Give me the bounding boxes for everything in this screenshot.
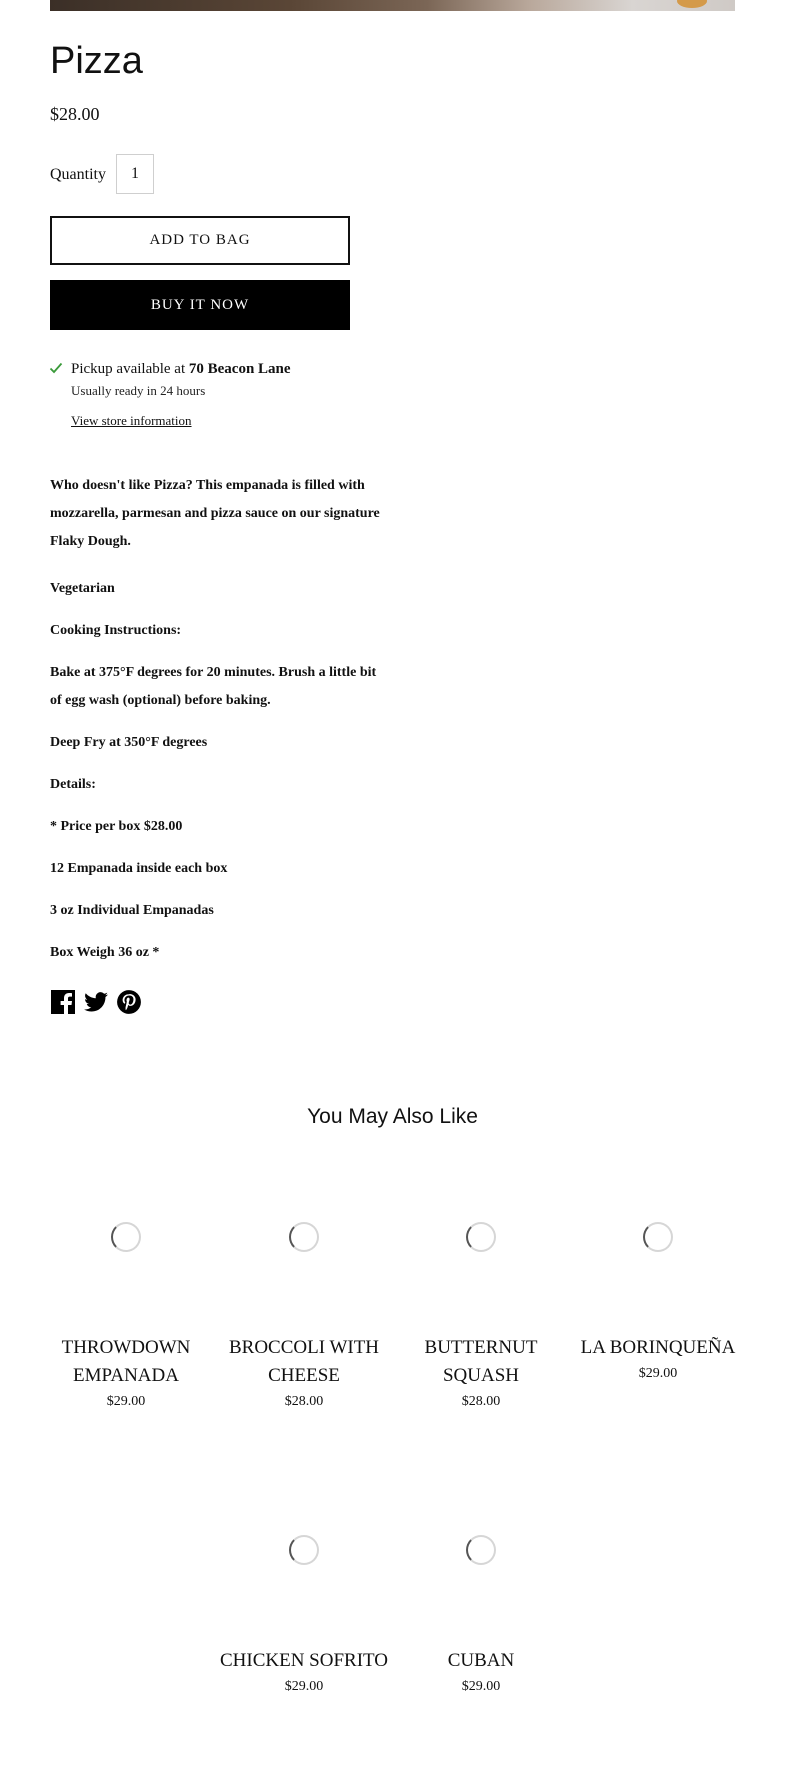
related-product-card[interactable] [41, 1222, 211, 1410]
twitter-icon[interactable] [83, 989, 109, 1015]
loading-spinner-icon [289, 1222, 319, 1252]
related-products-title: You May Also Like [307, 1105, 478, 1128]
quantity-label: Quantity [50, 166, 106, 183]
product-price: $28.00 [50, 104, 100, 124]
related-product-card[interactable] [219, 1535, 389, 1695]
loading-spinner-icon [289, 1535, 319, 1565]
pickup-location: 70 Beacon Lane [188, 361, 291, 377]
related-product-price: $28.00 [461, 1394, 501, 1409]
cooking-bake: Bake at 375°F degrees for 20 minutes. Brush a little bit of egg wash (optional) before baking. [50, 665, 377, 708]
details-price-per-box: * Price per box $28.00 [50, 819, 183, 834]
related-product-name[interactable]: CHICKEN SOFRITO [219, 1650, 389, 1671]
check-icon [49, 361, 63, 375]
related-product-name[interactable]: CUBAN [447, 1650, 515, 1671]
description-intro: Who doesn't like Pizza? This empanada is filled with mozzarella, parmesan and pizza sauce on our signature Flaky Dough. [50, 478, 380, 549]
buy-it-now-button[interactable]: BUY IT NOW [50, 280, 350, 330]
loading-spinner-icon [466, 1222, 496, 1252]
details-heading: Details: [50, 777, 96, 792]
loading-spinner-icon [111, 1222, 141, 1252]
details-per-box: 12 Empanada inside each box [50, 861, 228, 876]
cooking-instructions-heading: Cooking Instructions: [50, 623, 182, 638]
cooking-fry: Deep Fry at 350°F degrees [50, 735, 208, 750]
facebook-icon[interactable] [50, 989, 76, 1015]
view-store-information-link[interactable]: View store information [71, 413, 192, 428]
loading-spinner-icon [643, 1222, 673, 1252]
details-weight: Box Weigh 36 oz * [50, 945, 160, 960]
related-product-price: $29.00 [284, 1679, 324, 1694]
related-product-card[interactable] [573, 1222, 743, 1382]
details-individual: 3 oz Individual Empanadas [50, 903, 214, 918]
related-product-price: $29.00 [461, 1679, 501, 1694]
pickup-prefix: Pickup available at [71, 361, 189, 377]
related-product-price: $29.00 [106, 1394, 146, 1409]
pickup-availability [71, 361, 291, 378]
related-product-name[interactable]: THROWDOWN EMPANADA [61, 1337, 191, 1386]
quantity-input[interactable] [116, 154, 154, 194]
product-title: Pizza [50, 40, 143, 82]
related-product-name[interactable]: BUTTERNUT SQUASH [424, 1337, 538, 1386]
related-product-name[interactable]: BROCCOLI WITH CHEESE [228, 1337, 380, 1386]
loading-spinner-icon [466, 1535, 496, 1565]
related-product-name[interactable]: LA BORINQUEÑA [580, 1337, 736, 1358]
related-product-card[interactable] [219, 1222, 389, 1410]
related-product-card[interactable] [396, 1535, 566, 1695]
product-image-detail [677, 0, 707, 8]
related-product-card[interactable] [396, 1222, 566, 1410]
related-product-price: $29.00 [638, 1366, 678, 1381]
related-product-price: $28.00 [284, 1394, 324, 1409]
pinterest-icon[interactable] [116, 989, 142, 1015]
product-image [50, 0, 735, 11]
pickup-ready-time: Usually ready in 24 hours [71, 383, 206, 398]
add-to-bag-button[interactable]: ADD TO BAG [50, 216, 350, 265]
description-vegetarian: Vegetarian [50, 581, 115, 596]
